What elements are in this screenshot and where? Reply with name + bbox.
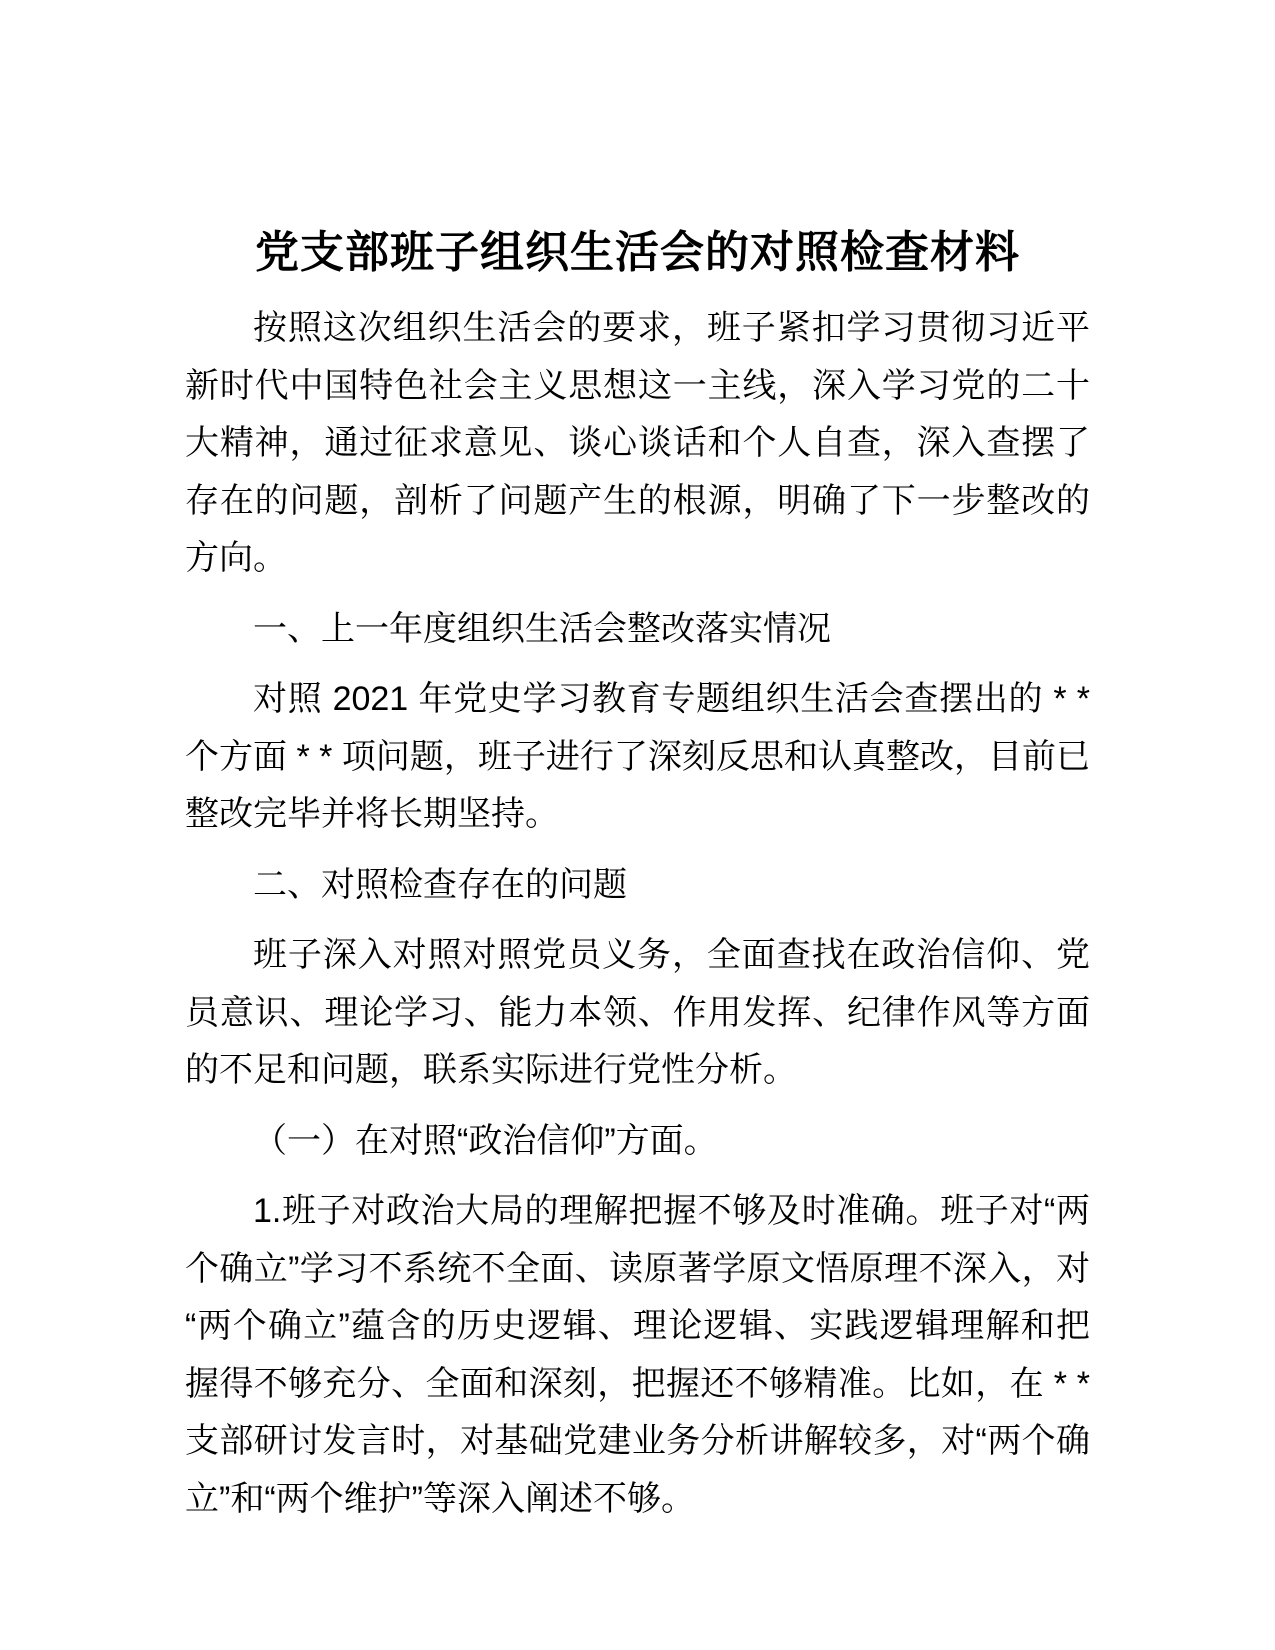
- section-heading: 一、上一年度组织生活会整改落实情况: [253, 609, 831, 648]
- body-paragraph: 1.班子对政治大局的理解把握不够及时准确。班子对“两个确立”学习不系统不全面、读原著学原文悟原理不深入，对“两个确立”蕴含的历史逻辑、理论逻辑、实践逻辑理解和把握得不够充分、全面和深刻，把握还不够精准。比如，在 * * 支部研讨发言时，对基础党建业务分析讲解较多，对“两个确立”和“两个维护”等深入阐述不够。: [185, 1192, 1090, 1518]
- document-title: 党支部班子组织生活会的对照检查材料: [255, 228, 1020, 277]
- body-paragraph: 班子深入对照对照党员义务，全面查找在政治信仰、党员意识、理论学习、能力本领、作用发挥、纪律作风等方面的不足和问题，联系实际进行党性分析。: [185, 936, 1090, 1089]
- body-paragraph: 按照这次组织生活会的要求，班子紧扣学习贯彻习近平新时代中国特色社会主义思想这一主线，深入学习党的二十大精神，通过征求意见、谈心谈话和个人自查，深入查摆了存在的问题，剖析了问题产生的根源，明确了下一步整改的方向。: [185, 309, 1090, 577]
- document-body: [185, 300, 1090, 1528]
- section-heading: 二、对照检查存在的问题: [253, 865, 627, 904]
- section-heading: （一）在对照“政治信仰”方面。: [253, 1121, 718, 1160]
- body-paragraph: 对照 2021 年党史学习教育专题组织生活会查摆出的 * * 个方面 * * 项问题，班子进行了深刻反思和认真整改，目前已整改完毕并将长期坚持。: [185, 680, 1090, 833]
